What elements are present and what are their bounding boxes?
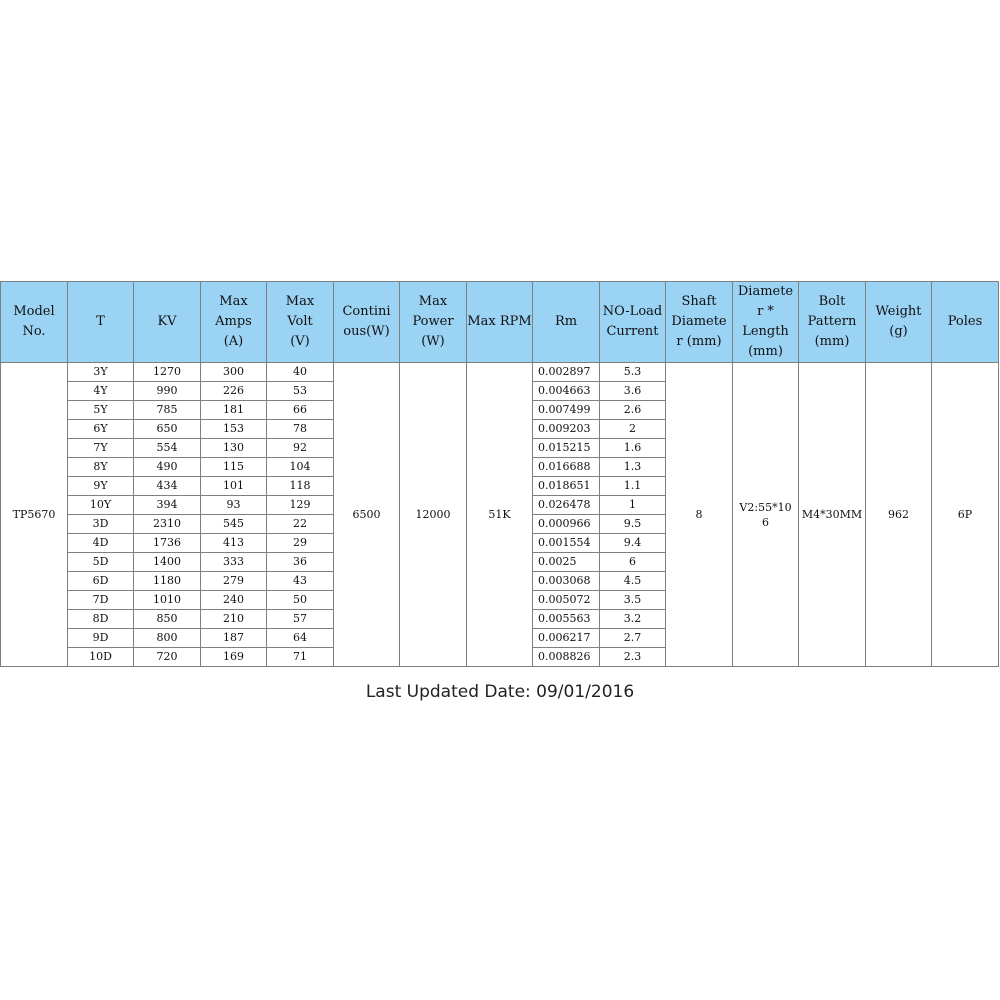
- max-volt-cell: 29: [267, 534, 334, 553]
- no-load-current-cell: 4.5: [600, 572, 666, 591]
- kv-cell: 990: [134, 382, 201, 401]
- header-kv: KV: [134, 282, 201, 363]
- max-amps-cell: 300: [201, 363, 267, 382]
- table-row: [1, 363, 999, 382]
- kv-cell: 394: [134, 496, 201, 515]
- header-shaft-diameter: Shaft Diamete r (mm): [666, 282, 733, 363]
- poles-cell: 6P: [932, 363, 999, 667]
- rm-cell: 0.007499: [533, 401, 600, 420]
- bolt-pattern-cell: M4*30MM: [799, 363, 866, 667]
- rm-cell: 0.005072: [533, 591, 600, 610]
- kv-cell: 1400: [134, 553, 201, 572]
- max-volt-cell: 104: [267, 458, 334, 477]
- header-no-load-current: NO-Load Current: [600, 282, 666, 363]
- header-weight: Weight (g): [866, 282, 932, 363]
- max-amps-cell: 93: [201, 496, 267, 515]
- kv-cell: 785: [134, 401, 201, 420]
- rm-cell: 0.005563: [533, 610, 600, 629]
- no-load-current-cell: 1.3: [600, 458, 666, 477]
- max-volt-cell: 53: [267, 382, 334, 401]
- header-model-no: Model No.: [1, 282, 68, 363]
- rm-cell: 0.009203: [533, 420, 600, 439]
- header-rm: Rm: [533, 282, 600, 363]
- kv-cell: 1736: [134, 534, 201, 553]
- kv-cell: 650: [134, 420, 201, 439]
- max-amps-cell: 130: [201, 439, 267, 458]
- header-poles: Poles: [932, 282, 999, 363]
- winding-cell: 8D: [68, 610, 134, 629]
- motor-spec-table: [0, 281, 999, 667]
- kv-cell: 490: [134, 458, 201, 477]
- kv-cell: 1010: [134, 591, 201, 610]
- max-volt-cell: 40: [267, 363, 334, 382]
- rm-cell: 0.016688: [533, 458, 600, 477]
- max-amps-cell: 153: [201, 420, 267, 439]
- rm-cell: 0.002897: [533, 363, 600, 382]
- shaft-diameter-cell: 8: [666, 363, 733, 667]
- kv-cell: 1270: [134, 363, 201, 382]
- max-rpm-cell: 51K: [467, 363, 533, 667]
- kv-cell: 850: [134, 610, 201, 629]
- rm-cell: 0.0025: [533, 553, 600, 572]
- no-load-current-cell: 2.6: [600, 401, 666, 420]
- header-max-volt: Max Volt (V): [267, 282, 334, 363]
- max-amps-cell: 210: [201, 610, 267, 629]
- max-volt-cell: 50: [267, 591, 334, 610]
- no-load-current-cell: 5.3: [600, 363, 666, 382]
- max-amps-cell: 240: [201, 591, 267, 610]
- header-bolt-pattern: Bolt Pattern (mm): [799, 282, 866, 363]
- table-header: [1, 282, 999, 363]
- rm-cell: 0.018651: [533, 477, 600, 496]
- winding-cell: 6D: [68, 572, 134, 591]
- max-amps-cell: 187: [201, 629, 267, 648]
- max-volt-cell: 43: [267, 572, 334, 591]
- max-volt-cell: 78: [267, 420, 334, 439]
- winding-cell: 4D: [68, 534, 134, 553]
- rm-cell: 0.015215: [533, 439, 600, 458]
- weight-cell: 962: [866, 363, 932, 667]
- winding-cell: 9Y: [68, 477, 134, 496]
- header-max-amps: Max Amps (A): [201, 282, 267, 363]
- no-load-current-cell: 6: [600, 553, 666, 572]
- max-amps-cell: 169: [201, 648, 267, 667]
- winding-cell: 10D: [68, 648, 134, 667]
- max-amps-cell: 279: [201, 572, 267, 591]
- winding-cell: 5Y: [68, 401, 134, 420]
- rm-cell: 0.004663: [533, 382, 600, 401]
- winding-cell: 10Y: [68, 496, 134, 515]
- rm-cell: 0.006217: [533, 629, 600, 648]
- no-load-current-cell: 2.7: [600, 629, 666, 648]
- max-amps-cell: 181: [201, 401, 267, 420]
- header-continuous: Contini ous(W): [334, 282, 400, 363]
- no-load-current-cell: 3.6: [600, 382, 666, 401]
- max-volt-cell: 129: [267, 496, 334, 515]
- last-updated-note: Last Updated Date: 09/01/2016: [365, 682, 635, 702]
- max-amps-cell: 115: [201, 458, 267, 477]
- max-volt-cell: 71: [267, 648, 334, 667]
- winding-cell: 3Y: [68, 363, 134, 382]
- header-row: [1, 282, 999, 363]
- winding-cell: 8Y: [68, 458, 134, 477]
- no-load-current-cell: 2.3: [600, 648, 666, 667]
- header-t: T: [68, 282, 134, 363]
- no-load-current-cell: 2: [600, 420, 666, 439]
- winding-cell: 4Y: [68, 382, 134, 401]
- rm-cell: 0.003068: [533, 572, 600, 591]
- header-max-rpm: Max RPM: [467, 282, 533, 363]
- no-load-current-cell: 9.5: [600, 515, 666, 534]
- max-amps-cell: 101: [201, 477, 267, 496]
- rm-cell: 0.001554: [533, 534, 600, 553]
- kv-cell: 800: [134, 629, 201, 648]
- max-amps-cell: 226: [201, 382, 267, 401]
- model-cell: TP5670: [1, 363, 68, 667]
- winding-cell: 9D: [68, 629, 134, 648]
- max-power-cell: 12000: [400, 363, 467, 667]
- diameter-length-cell: V2:55*10 6: [733, 363, 799, 667]
- kv-cell: 720: [134, 648, 201, 667]
- max-volt-cell: 92: [267, 439, 334, 458]
- kv-cell: 554: [134, 439, 201, 458]
- no-load-current-cell: 1.1: [600, 477, 666, 496]
- winding-cell: 3D: [68, 515, 134, 534]
- max-amps-cell: 333: [201, 553, 267, 572]
- kv-cell: 2310: [134, 515, 201, 534]
- no-load-current-cell: 1: [600, 496, 666, 515]
- winding-cell: 7Y: [68, 439, 134, 458]
- continuous-cell: 6500: [334, 363, 400, 667]
- kv-cell: 434: [134, 477, 201, 496]
- max-volt-cell: 118: [267, 477, 334, 496]
- no-load-current-cell: 3.2: [600, 610, 666, 629]
- max-volt-cell: 66: [267, 401, 334, 420]
- rm-cell: 0.000966: [533, 515, 600, 534]
- no-load-current-cell: 3.5: [600, 591, 666, 610]
- kv-cell: 1180: [134, 572, 201, 591]
- max-volt-cell: 22: [267, 515, 334, 534]
- header-diameter-length: Diamete r * Length (mm): [733, 282, 799, 363]
- rm-cell: 0.026478: [533, 496, 600, 515]
- winding-cell: 7D: [68, 591, 134, 610]
- no-load-current-cell: 9.4: [600, 534, 666, 553]
- max-amps-cell: 545: [201, 515, 267, 534]
- max-volt-cell: 36: [267, 553, 334, 572]
- winding-cell: 5D: [68, 553, 134, 572]
- header-max-power: Max Power (W): [400, 282, 467, 363]
- max-amps-cell: 413: [201, 534, 267, 553]
- table-body: [1, 363, 999, 667]
- max-volt-cell: 57: [267, 610, 334, 629]
- max-volt-cell: 64: [267, 629, 334, 648]
- winding-cell: 6Y: [68, 420, 134, 439]
- rm-cell: 0.008826: [533, 648, 600, 667]
- no-load-current-cell: 1.6: [600, 439, 666, 458]
